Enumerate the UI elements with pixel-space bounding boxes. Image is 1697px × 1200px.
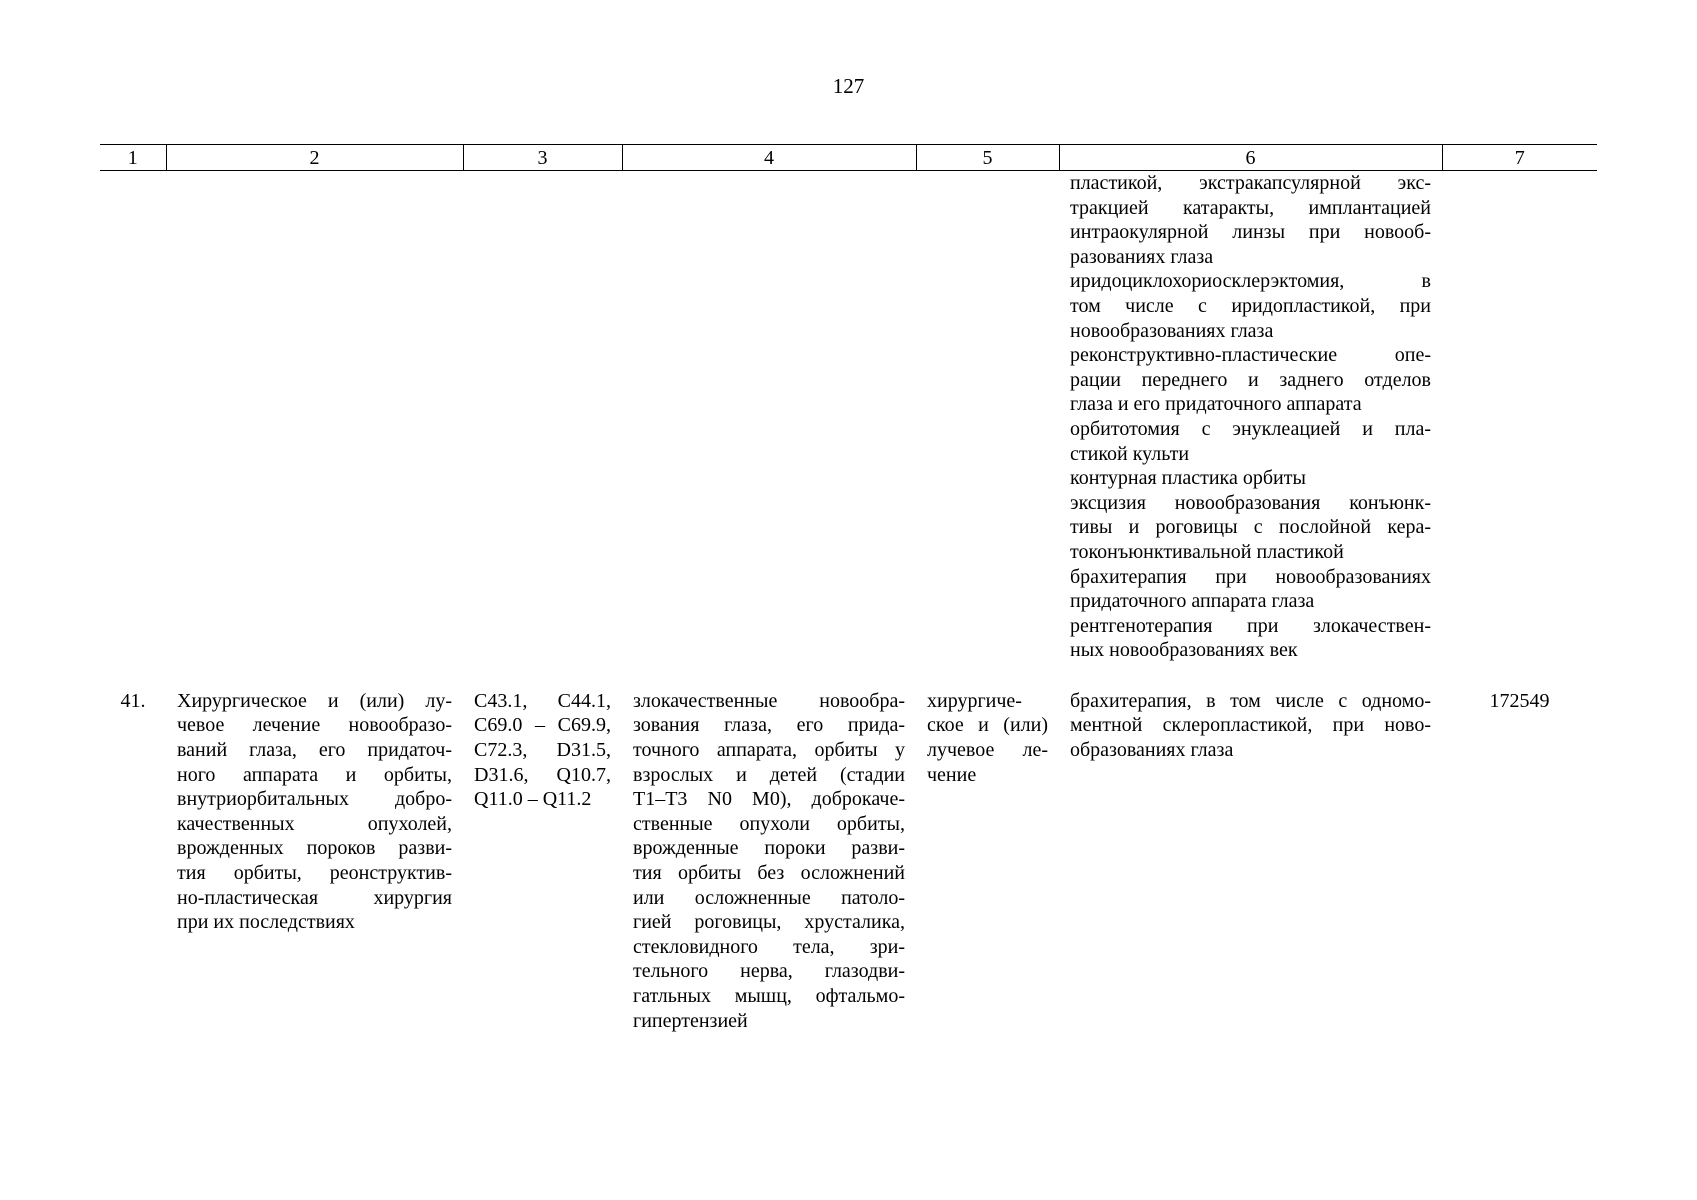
text-line: качественных опухолей, <box>177 812 452 835</box>
text-line: злокачественные новообра- <box>633 689 905 712</box>
column-numbers-row <box>100 145 1597 171</box>
method-item <box>1070 417 1431 466</box>
treatment-method-cell <box>1059 689 1442 1033</box>
text-line: глаза и его придаточного аппарата <box>1070 393 1362 416</box>
text-line: D31.6, Q10.7, <box>474 763 611 786</box>
text-line: но-пластическая хирургия <box>177 886 452 909</box>
method-item <box>1070 343 1431 417</box>
text-line: контурная пластика орбиты <box>1070 467 1306 490</box>
text-line: тракцией катаракты, имплантацией <box>1070 196 1431 219</box>
method-item <box>1070 466 1431 491</box>
text-line: T1–T3 N0 M0), доброкаче- <box>633 788 905 811</box>
table-row-41 <box>100 689 1597 1033</box>
text-line: тельного нерва, глазодви- <box>633 960 905 983</box>
text-line: разованиях глаза <box>1070 245 1214 268</box>
method-item <box>1070 565 1431 614</box>
text-line: брахитерапия при новообразованиях <box>1070 565 1431 588</box>
text-line: лучевое ле- <box>927 739 1048 762</box>
text-line: или осложненные патоло- <box>633 886 905 909</box>
text-line: стекловидного тела, зри- <box>633 935 905 958</box>
text-line: эксцизия новообразования конъюнк- <box>1070 491 1431 514</box>
column-header-1: 1 <box>100 145 166 171</box>
text-line: ных новообразованиях век <box>1070 639 1298 662</box>
text-line: брахитерапия, в том числе с одномо- <box>1070 689 1431 712</box>
text-line: орбитотомия с энуклеацией и пла- <box>1070 417 1431 440</box>
text-line: рации переднего и заднего отделов <box>1070 368 1431 391</box>
text-line: C69.0 – C69.9, <box>474 714 611 737</box>
text-line: взрослых и детей (стадии <box>633 763 905 786</box>
column-header-7: 7 <box>1442 145 1597 171</box>
text-line: тия орбиты, реонструктив- <box>177 862 452 885</box>
column-header-5: 5 <box>916 145 1059 171</box>
text-line: стикой культи <box>1070 442 1190 465</box>
text-line: ментной склеропластикой, при ново- <box>1070 714 1431 737</box>
text-line: иридоциклохориосклерэктомия, в <box>1070 270 1431 293</box>
text-line: гией роговицы, хрусталика, <box>633 911 905 934</box>
row-number: 41. <box>120 689 146 712</box>
continuation-methods-cell <box>1059 171 1442 663</box>
text-line: хирургиче- <box>927 689 1022 712</box>
page-number: 127 <box>832 74 865 98</box>
text-line: врожденные пороки разви- <box>633 837 905 860</box>
icd-codes-cell <box>463 689 622 1033</box>
text-line: внутриорбитальных добро- <box>177 788 452 811</box>
medical-care-table <box>100 144 1597 1033</box>
continuation-row <box>100 171 1597 663</box>
treatment-type-cell <box>916 689 1059 1033</box>
column-header-6: 6 <box>1059 145 1442 171</box>
text-line: при их последствиях <box>177 911 355 934</box>
text-line: интраокулярной линзы при новооб- <box>1070 221 1431 244</box>
text-line: точного аппарата, орбиты у <box>633 739 905 762</box>
text-line: ственные опухоли орбиты, <box>633 812 905 835</box>
care-type-name-cell <box>166 689 463 1033</box>
text-line: токонъюнктивальной пластикой <box>1070 540 1344 563</box>
cost-cell: 172549 <box>1489 689 1550 712</box>
text-line: ваний глаза, его придаточ- <box>177 739 452 762</box>
text-line: ское и (или) <box>927 714 1048 737</box>
text-line: рентгенотерапия при злокачествен- <box>1070 614 1431 637</box>
column-header-2: 2 <box>166 145 463 171</box>
patient-model-cell <box>622 689 916 1033</box>
text-line: гатльных мышц, офтальмо- <box>633 985 905 1007</box>
text-line: Хирургическое и (или) лу- <box>177 689 452 712</box>
text-line: зования глаза, его прида- <box>633 714 905 737</box>
text-line: чение <box>927 763 977 786</box>
text-line: новообразованиях глаза <box>1070 319 1274 342</box>
text-line: C72.3, D31.5, <box>474 739 611 762</box>
text-line: врожденных пороков разви- <box>177 837 452 860</box>
text-line: гипертензией <box>633 1009 748 1032</box>
text-line: реконструктивно-пластические опе- <box>1070 344 1431 367</box>
text-line: образованиях глаза <box>1070 739 1234 762</box>
method-item <box>1070 614 1431 663</box>
text-line: пластикой, экстракапсулярной экс- <box>1070 172 1431 194</box>
column-header-3: 3 <box>463 145 622 171</box>
text-line: ного аппарата и орбиты, <box>177 763 452 786</box>
method-item <box>1070 269 1431 343</box>
text-line: тивы и роговицы с послойной кера- <box>1070 516 1431 539</box>
method-item <box>1070 491 1431 565</box>
text-line: Q11.0 – Q11.2 <box>474 788 592 811</box>
text-line: тия орбиты без осложнений <box>633 862 905 885</box>
text-line: чевое лечение новообразо- <box>177 714 452 737</box>
text-line: придаточного аппарата глаза <box>1070 590 1315 613</box>
text-line: том числе с иридопластикой, при <box>1070 294 1431 317</box>
text-line: C43.1, C44.1, <box>474 689 611 712</box>
method-item <box>1070 171 1431 269</box>
column-header-4: 4 <box>622 145 916 171</box>
